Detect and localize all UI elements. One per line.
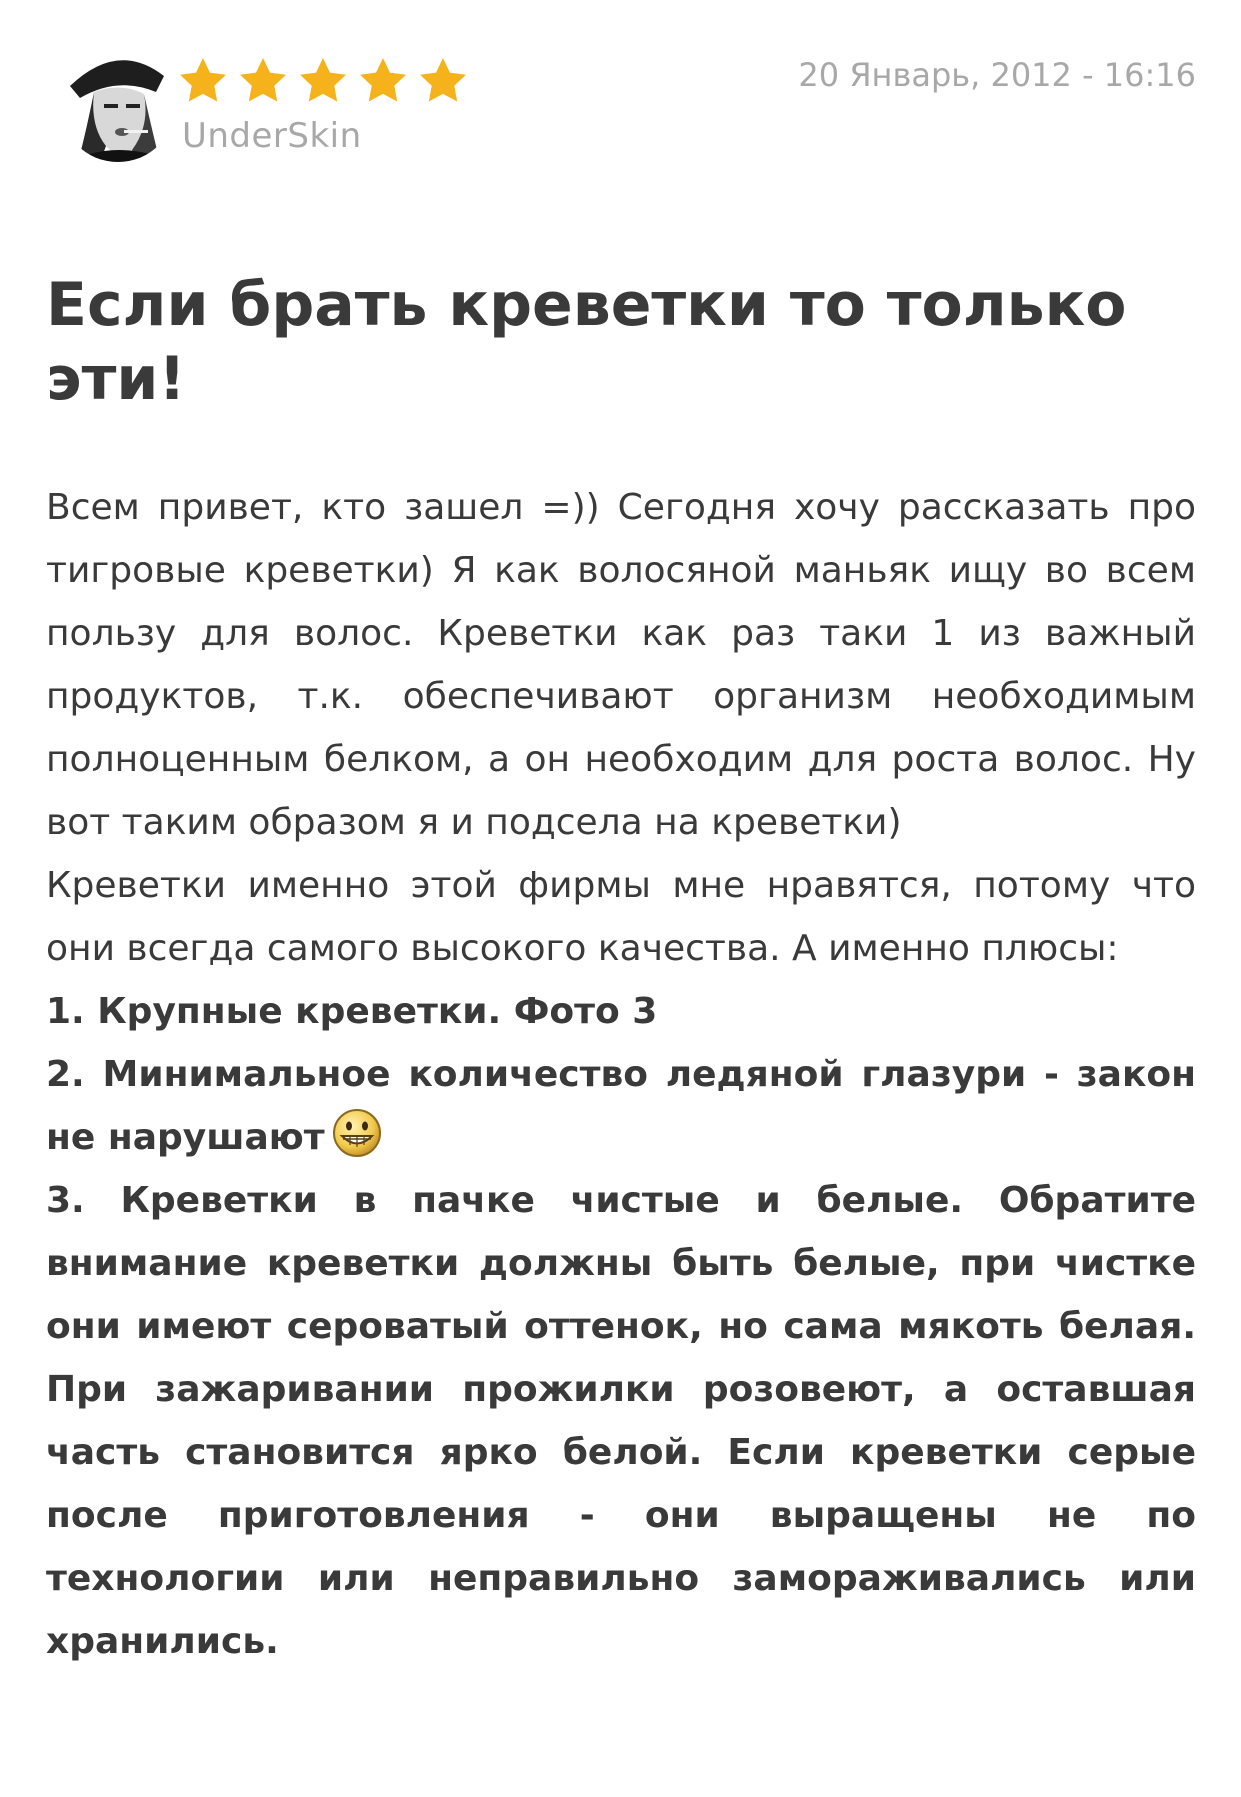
review-paragraph: Креветки именно этой фирмы мне нравятся, потому что они всегда самого высокого качества. А именно плюсы: <box>46 865 1196 969</box>
pros-list-item: 1. Крупные креветки. Фото 3 <box>46 991 658 1032</box>
pros-item-text: 2. Минимальное количество ледяной глазури - закон не нарушают <box>46 1054 1196 1158</box>
review-date: 20 Январь, 2012 - 16:16 <box>798 56 1196 94</box>
review-body <box>46 476 1196 1673</box>
grin-emoji-icon <box>331 1107 383 1159</box>
avatar-image <box>60 46 176 162</box>
review-header <box>46 46 1196 166</box>
pros-list-item: 3. Креветки в пачке чистые и белые. Обратите внимание креветки должны быть белые, при чистке они имеют сероватый оттенок, но сама мякоть белая. При зажаривании прожилки розовеют, а оставшая часть становится ярко белой. Если креветки серые после приготовления - они выращены не по технологии или неправильно замораживались или хранились. <box>46 1180 1196 1662</box>
review-title: Если брать креветки то только эти! <box>46 270 1127 414</box>
pros-list-item <box>46 1043 1196 1169</box>
username[interactable]: UnderSkin <box>182 116 362 156</box>
star-icon <box>356 54 410 108</box>
star-icon <box>296 54 350 108</box>
rating-stars <box>176 54 470 108</box>
review-paragraph: Всем привет, кто зашел =)) Сегодня хочу рассказать про тигровые креветки) Я как волосяной маньяк ищу во всем пользу для волос. Креветки как раз таки 1 из важный продуктов, т.к. обеспечивают организм необходимым полноценным белком, а он необходим для роста волос. Ну вот таким образом я и подсела на креветки) <box>46 487 1196 843</box>
star-icon <box>236 54 290 108</box>
user-avatar[interactable] <box>60 46 176 162</box>
star-icon <box>416 54 470 108</box>
star-icon <box>176 54 230 108</box>
